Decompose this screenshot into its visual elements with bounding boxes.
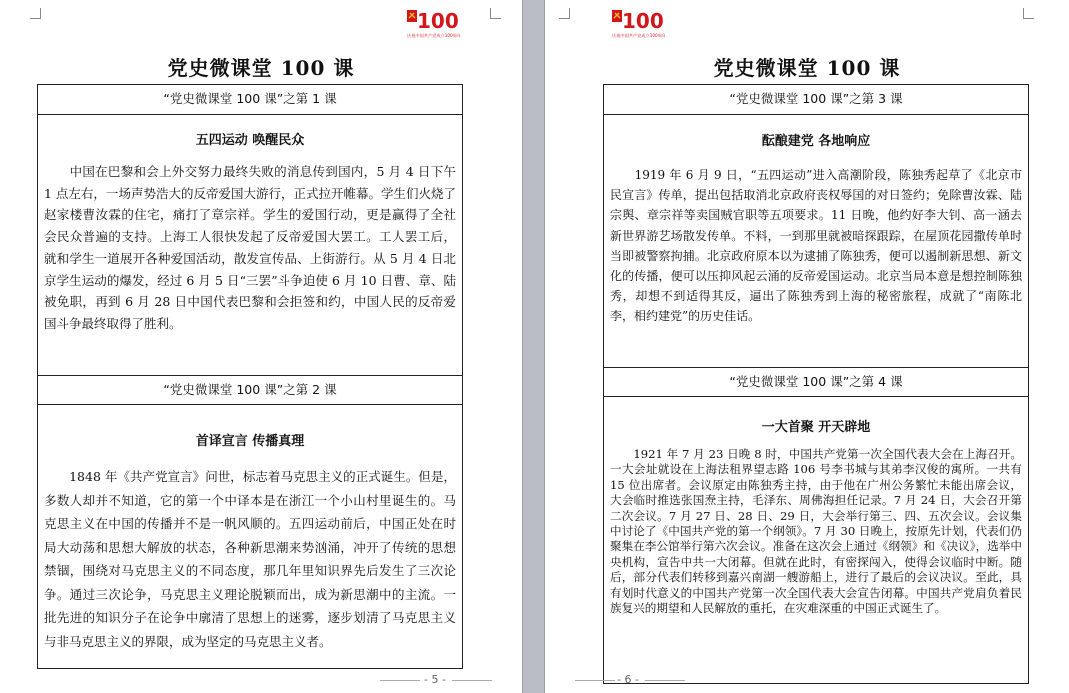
lesson-title: 酝酿建党 各地响应 [761,134,871,149]
centenary-logo [404,6,460,42]
lesson-body: 中国在巴黎和会上外交努力最终失败的消息传到国内，5 月 4 日下午 1 点左右，一场声势浩大的反帝爱国大游行，正式拉开帷幕。学生们火烧了赵家楼曹汝霖的住宅，痛打了章宗祥。学生的爱国行动，更是赢得了全社会民众普遍的支持。上海工人很快发起了反帝爱国大罢工。工人罢工后，就和学生一道展开各种爱国活动，散发宣传品、上街游行。从 5 月 4 日北京学生运动的爆发，经过 6 月 5 日“三罢”斗争迫使 6 月 10 日曹、章、陆被免职，再到 6 月 28 日中国代表巴黎和会拒签和约，中国人民的反帝爱国斗争最终取得了胜利。 [44,164,456,331]
centenary-logo [609,6,665,42]
lesson-title: 首译宣言 传播真理 [195,434,305,449]
lesson-body: 1919 年 6 月 9 日，“五四运动”进入高潮阶段，陈独秀起草了《北京市民宣言》传单，提出包括取消北京政府丧权辱国的对日签约；免除曹汝霖、陆宗舆、章宗祥等卖国贼官职等五项要求。11 日晚，他约好李大钊、高一涵去新世界游艺场散发传单。不料，一到那里就被暗探跟踪，在屋顶花园撒传单时当即被警察拘捕。北京政府原本以为逮捕了陈独秀，便可以遏制新思想、新文化的传播，便可以压抑风起云涌的反帝爱国运动。北京当局本意是想控制陈独秀，却想不到适得其反，逼出了陈独秀到上海的秘密旅程，成就了“南陈北李，相约建党”的历史佳话。 [610,168,1022,324]
lesson-body: 1848 年《共产党宣言》问世，标志着马克思主义的正式诞生。但是，多数人却并不知道，它的第一个中译本是在浙江一个小山村里诞生的。马克思主义在中国的传播并不是一帆风顺的。五四运动前后，中国正处在时局大动荡和思想大解放的状态，各种新思潮来势汹涌，冲开了传统的思想禁锢，围绕对马克思主义的不同态度，那几年里知识界先后发生了三次论争。通过三次论争，马克思主义理论脱颖而出，成为新思潮中的主流。一批先进的知识分子在论争中廓清了思想上的迷雾，逐步划清了马克思主义与非马克思主义的界限，成为坚定的马克思主义者。 [44,469,456,649]
crop-mark [1023,8,1034,19]
lesson-title: 一大首聚 开天辟地 [761,420,871,435]
logo-caption: 庆祝中国共产党成立100周年 [407,33,460,38]
document-title: 党史微课堂 100 课 [713,56,901,80]
document-title: 党史微课堂 100 课 [167,56,355,80]
crop-mark [30,8,41,19]
logo-numeral: 100 [417,9,459,33]
lesson-header: “党史微课堂 100 课”之第 3 课 [604,85,1028,115]
logo-caption: 庆祝中国共产党成立100周年 [612,33,665,38]
lesson-header: “党史微课堂 100 课”之第 4 课 [604,367,1028,397]
crop-mark [559,8,570,19]
footer-rule [575,680,615,681]
page-number: - 5 - [424,673,446,686]
page-gutter [522,0,545,693]
lesson-title: 五四运动 唤醒民众 [195,133,305,148]
lessons-table [603,84,1029,684]
footer-rule [645,680,685,681]
lesson-body: 1921 年 7 月 23 日晚 8 时，中国共产党第一次全国代表大会在上海召开。一大会址就设在上海法租界望志路 106 号李书城与其弟李汉俊的寓所。一共有 15 位出席者。会议原定由陈独秀主持，由于他在广州公务繁忙未能出席会议，大会临时推选张国焘主持，毛泽东、周佛海担任记录。7 月 24 日，大会召开第二次会议。7 月 27 日、28 日、29 日，大会举行第三、四、五次会议。会议集中讨论了《中国共产党的第一个纲领》。7 月 30 日晚上，按原先计划，代表们仍聚集在李公馆举行第六次会议。准备在这次会上通过《纲领》和《决议》，选举中央机构，宣告中共一大闭幕。但就在此时，有密探闯入，使得会议临时中断。随后，部分代表们转移到嘉兴南湖一艘游船上，进行了最后的会议决议。至此，具有划时代意义的中国共产党第一次全国代表大会宣告闭幕。中国共产党肩负着民族复兴的期望和人民解放的重托，在灾难深重的中国正式诞生了。 [610,447,1022,616]
footer-rule [452,680,492,681]
page-number: - 6 - [617,673,639,686]
lesson-header: “党史微课堂 100 课”之第 1 课 [38,85,462,115]
logo-numeral: 100 [622,9,664,33]
lessons-table [37,84,463,669]
document-page-5 [0,0,522,693]
document-page-6 [545,0,1069,693]
crop-mark [490,8,501,19]
footer-rule [380,680,420,681]
lesson-header: “党史微课堂 100 课”之第 2 课 [38,375,462,405]
